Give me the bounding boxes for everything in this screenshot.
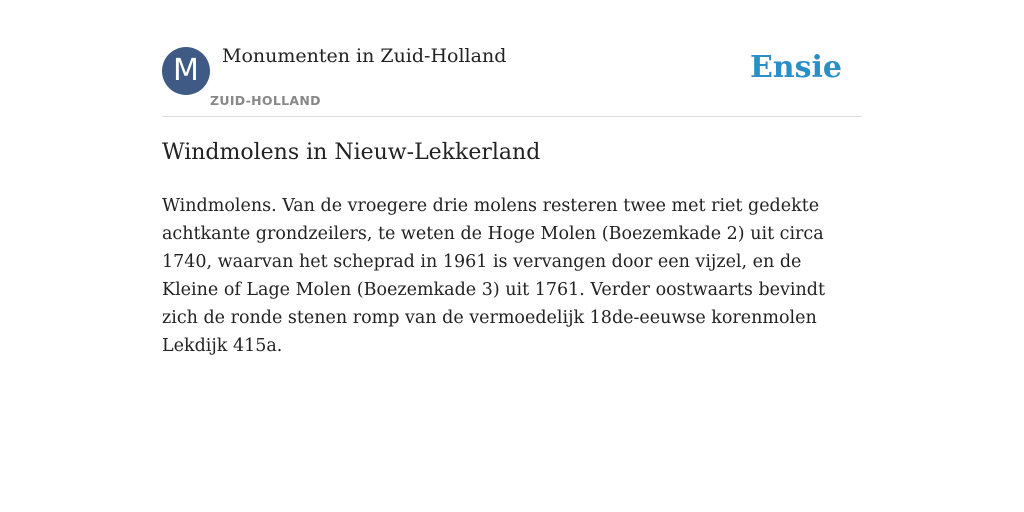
entry-title: Windmolens in Nieuw-Lekkerland: [162, 140, 541, 165]
ensie-logo[interactable]: Ensie: [749, 50, 842, 85]
entry-header: [162, 0, 862, 117]
source-avatar[interactable]: M: [162, 47, 210, 95]
content-container: [162, 0, 862, 356]
entry-body-text: Windmolens. Van de vroegere drie molens resteren twee met riet gedekte achtkante grondzeilers, te weten de Hoge Molen (Boezemkade 2) uit circa 1740, waarvan het scheprad in 1961 is vervangen door een vijzel, en de Kleine of Lage Molen (Boezemkade 3) uit 1761. Verder oostwaarts bevindt zich de ronde stenen romp van de vermoedelijk 18de-eeuwse korenmolen Lekdijk 415a.: [162, 196, 826, 356]
source-title-link[interactable]: Monumenten in Zuid-Holland: [222, 45, 507, 67]
source-region-label[interactable]: ZUID-HOLLAND: [210, 93, 321, 108]
